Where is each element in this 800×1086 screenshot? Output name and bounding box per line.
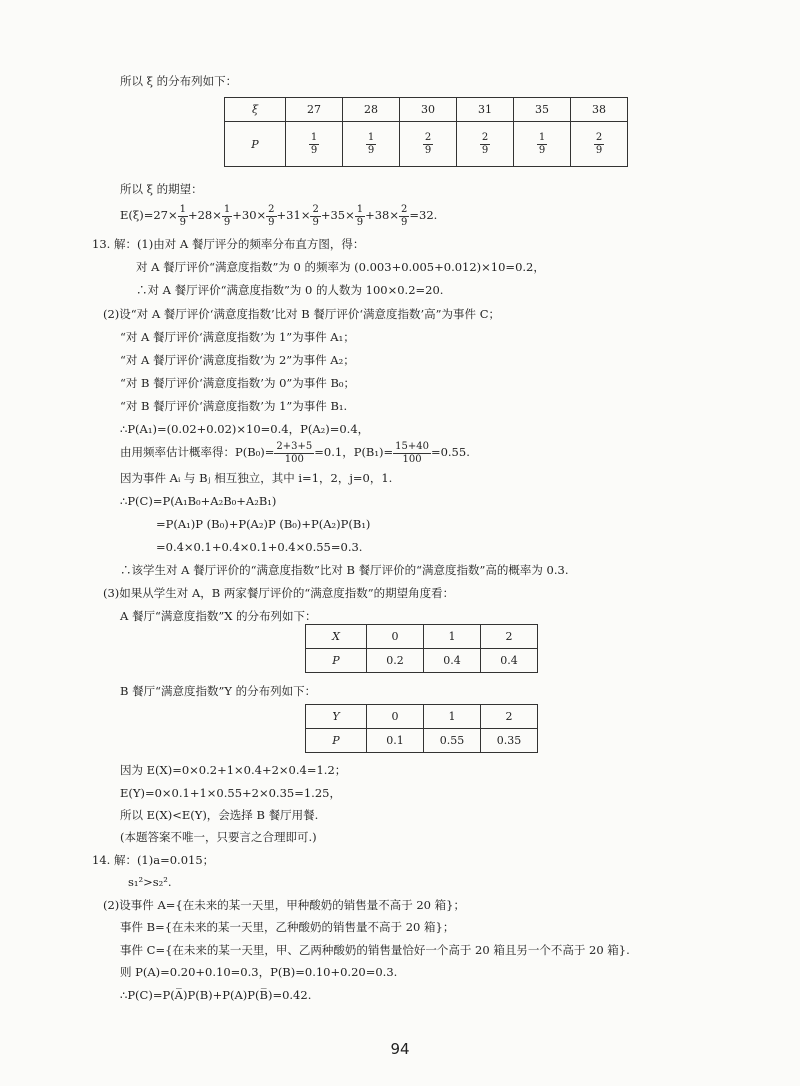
table-cell: 28 xyxy=(343,98,400,122)
frac-num: 2 xyxy=(268,203,275,215)
page-number: 94 xyxy=(390,1040,410,1058)
expr: +28× xyxy=(187,208,222,222)
s14-line: s₁²>s₂². xyxy=(128,875,172,889)
s13-line: “对 B 餐厅评价‘满意度指数’为 1”为事件 B₁. xyxy=(120,399,348,413)
s14-line: 14. 解：(1)a=0.015； xyxy=(92,853,215,867)
table-cell: 1 xyxy=(424,625,481,649)
table-header: Y xyxy=(306,705,367,729)
table-cell: 0.35 xyxy=(481,729,538,753)
s13-line: ∴P(C)=P(A₁B₀+A₂B₀+A₂B₁) xyxy=(120,494,277,508)
table-cell xyxy=(286,122,343,167)
s13-line: “对 B 餐厅评价‘满意度指数’为 0”为事件 B₀； xyxy=(120,376,356,390)
table-cell xyxy=(457,122,514,167)
s14-line: 事件 B={在未来的某一天里，乙种酸奶的销售量不高于 20 箱}； xyxy=(120,920,455,934)
frac-den: 9 xyxy=(312,216,319,228)
expr: +38× xyxy=(365,208,400,222)
table-cell: 35 xyxy=(514,98,571,122)
frac-num: 1 xyxy=(179,203,186,215)
frac-den: 9 xyxy=(268,216,275,228)
table-header: X xyxy=(306,625,367,649)
s14-line: (2)设事件 A={在未来的某一天里，甲种酸奶的销售量不高于 20 箱}； xyxy=(103,898,465,912)
expr: +31× xyxy=(276,208,311,222)
s14-line: 则 P(A)=0.20+0.10=0.3，P(B)=0.10+0.20=0.3. xyxy=(120,965,398,979)
s13-line: ∴P(A₁)=(0.02+0.02)×10=0.4，P(A₂)=0.4， xyxy=(120,422,370,436)
frac-den: 100 xyxy=(402,453,422,465)
frac-den: 9 xyxy=(401,216,408,228)
s13-line: 对 A 餐厅评价“满意度指数”为 0 的频率为 (0.003+0.005+0.012)×10=0.2， xyxy=(136,260,545,274)
frac-num: 1 xyxy=(223,203,231,215)
table-header: P xyxy=(306,729,367,753)
table-cell: 31 xyxy=(457,98,514,122)
table-cell: 1 xyxy=(424,705,481,729)
table-cell: 30 xyxy=(400,98,457,122)
table-cell xyxy=(343,122,400,167)
s12-intro: 所以 ξ 的分布列如下： xyxy=(120,74,238,88)
s13-line: (3)如果从学生对 A，B 两家餐厅评价的“满意度指数”的期望角度看： xyxy=(103,586,455,600)
frac-num: 1 xyxy=(310,131,318,143)
table-cell: 27 xyxy=(286,98,343,122)
table-cell xyxy=(571,122,628,167)
frac-num: 1 xyxy=(356,203,364,215)
table-cell: 2 xyxy=(481,705,538,729)
s12-expectation-intro: 所以 ξ 的期望： xyxy=(120,182,203,196)
table-cell: 0.2 xyxy=(367,649,424,673)
expr: =0.1，P(B₁)= xyxy=(314,445,394,459)
s13-line: =0.4×0.1+0.4×0.1+0.4×0.55=0.3. xyxy=(156,540,363,554)
s13-line: B 餐厅“满意度指数”Y 的分布列如下： xyxy=(120,684,317,698)
frac-den: 9 xyxy=(310,144,318,156)
x-distribution-table xyxy=(305,624,538,673)
frac-den: 9 xyxy=(356,216,364,228)
s13-line: “对 A 餐厅评价‘满意度指数’为 1”为事件 A₁； xyxy=(120,330,355,344)
table-cell: 0 xyxy=(367,625,424,649)
s13-line: 因为 E(X)=0×0.2+1×0.4+2×0.4=1.2； xyxy=(120,763,347,777)
frac-den: 9 xyxy=(424,144,432,156)
table-cell xyxy=(514,122,571,167)
frac-num: 15+40 xyxy=(395,440,429,452)
s13-line: 因为事件 Aᵢ 与 Bⱼ 相互独立，其中 i=1，2，j=0，1. xyxy=(120,471,393,485)
frac-den: 9 xyxy=(223,216,231,228)
expr: E(ξ)=27× xyxy=(120,208,178,222)
s13-line-frequency xyxy=(120,440,470,465)
frac-num: 2 xyxy=(481,131,489,143)
table-cell: 0.1 xyxy=(367,729,424,753)
s13-line: A 餐厅“满意度指数”X 的分布列如下： xyxy=(120,609,317,623)
frac-den: 100 xyxy=(284,453,304,465)
s13-line: 所以 E(X)<E(Y)，会选择 B 餐厅用餐. xyxy=(120,808,319,822)
s14-line: ∴P(C)=P(A̅)P(B)+P(A)P(B̅)=0.42. xyxy=(120,988,312,1002)
table-header: P xyxy=(225,122,286,167)
s13-line: =P(A₁)P (B₀)+P(A₂)P (B₀)+P(A₂)P(B₁) xyxy=(156,517,371,531)
s13-line: (本题答案不唯一，只要言之合理即可.) xyxy=(120,830,317,844)
frac-num: 2 xyxy=(401,203,408,215)
table-cell: 0.55 xyxy=(424,729,481,753)
frac-den: 9 xyxy=(367,144,375,156)
table-cell: 2 xyxy=(481,625,538,649)
s13-line: 13. 解：(1)由对 A 餐厅评分的频率分布直方图，得： xyxy=(92,237,365,251)
s13-line: (2)设“对 A 餐厅评价‘满意度指数’比对 B 餐厅评价‘满意度指数’高”为事件 C； xyxy=(103,307,500,321)
table-header: P xyxy=(306,649,367,673)
s13-line: “对 A 餐厅评价‘满意度指数’为 2”为事件 A₂； xyxy=(120,353,355,367)
table-cell: 0.4 xyxy=(424,649,481,673)
frac-num: 2+3+5 xyxy=(276,440,313,452)
frac-num: 2 xyxy=(424,131,432,143)
frac-num: 2 xyxy=(312,203,319,215)
frac-num: 2 xyxy=(595,131,603,143)
table-cell xyxy=(400,122,457,167)
table-cell: 0 xyxy=(367,705,424,729)
s14-line: 事件 C={在未来的某一天里，甲、乙两种酸奶的销售量恰好一个高于 20 箱且另一个不高于 20 箱}. xyxy=(120,943,630,957)
frac-den: 9 xyxy=(481,144,489,156)
frac-den: 9 xyxy=(179,216,186,228)
expr: =0.55. xyxy=(430,445,470,459)
frac-den: 9 xyxy=(595,144,603,156)
expr: +30× xyxy=(232,208,267,222)
s12-expectation-formula xyxy=(120,203,437,228)
s13-line: ∴该学生对 A 餐厅评价的“满意度指数”比对 B 餐厅评价的“满意度指数”高的概率为 0.3. xyxy=(120,563,569,577)
table-cell: 0.4 xyxy=(481,649,538,673)
y-distribution-table xyxy=(305,704,538,753)
xi-distribution-table xyxy=(224,97,628,167)
table-cell: 38 xyxy=(571,98,628,122)
s13-line: E(Y)=0×0.1+1×0.55+2×0.35=1.25， xyxy=(120,786,341,800)
frac-num: 1 xyxy=(367,131,375,143)
expr: 由用频率估计概率得：P(B₀)= xyxy=(120,445,275,459)
s13-line: ∴对 A 餐厅评价“满意度指数”为 0 的人数为 100×0.2=20. xyxy=(136,283,444,297)
frac-den: 9 xyxy=(538,144,546,156)
expr: +35× xyxy=(320,208,355,222)
frac-num: 1 xyxy=(538,131,546,143)
expr: =32. xyxy=(409,208,438,222)
table-header: ξ xyxy=(225,98,286,122)
